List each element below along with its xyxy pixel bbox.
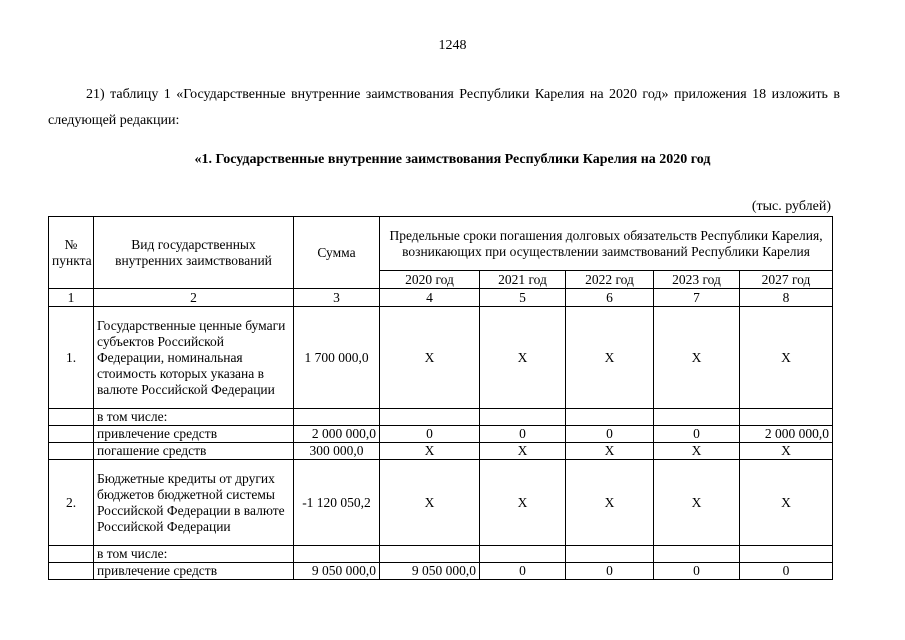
header-year-2020: 2020 год [380,271,480,289]
row-2021: Х [480,443,566,460]
row-2023: Х [654,307,740,409]
header-year-2021: 2021 год [480,271,566,289]
col-number: 2 [94,289,294,307]
row-2022: Х [566,443,654,460]
row-2027: 0 [740,563,833,580]
units-label: (тыс. рублей) [751,199,831,214]
col-number: 3 [294,289,380,307]
row-2022 [566,546,654,563]
row-2023: Х [654,460,740,546]
row-2027: 2 000 000,0 [740,426,833,443]
row-sum: -1 120 050,2 [294,460,380,546]
column-number-row [49,289,833,307]
row-2022: Х [566,307,654,409]
row-2023: Х [654,443,740,460]
table-row [49,307,833,409]
row-2027: Х [740,307,833,409]
row-2027 [740,409,833,426]
header-terms: Предельные сроки погашения долговых обязательств Республики Карелия, возникающих при осуществлении заимствований Республики Карелия [380,217,833,271]
table-row [49,460,833,546]
col-number: 8 [740,289,833,307]
row-2021: 0 [480,426,566,443]
row-2023 [654,546,740,563]
row-2020: Х [380,460,480,546]
row-2023: 0 [654,563,740,580]
row-2022: Х [566,460,654,546]
row-num [49,546,94,563]
table-row [49,563,833,580]
row-2020: Х [380,443,480,460]
col-number: 4 [380,289,480,307]
row-sum: 300 000,0 [294,443,380,460]
row-2021: Х [480,307,566,409]
row-num: 2. [49,460,94,546]
row-sum: 1 700 000,0 [294,307,380,409]
row-num [49,443,94,460]
row-2020: 9 050 000,0 [380,563,480,580]
row-2022: 0 [566,563,654,580]
row-sum [294,409,380,426]
row-name: погашение средств [94,443,294,460]
header-year-2022: 2022 год [566,271,654,289]
col-number: 1 [49,289,94,307]
row-name: в том числе: [94,409,294,426]
header-year-2027: 2027 год [740,271,833,289]
table-title: «1. Государственные внутренние заимствования Республики Карелия на 2020 год [194,152,711,167]
row-sum [294,546,380,563]
header-type: Вид государственных внутренних заимствований [94,217,294,289]
row-2022 [566,409,654,426]
row-num [49,409,94,426]
row-2027 [740,546,833,563]
row-2020 [380,546,480,563]
intro-paragraph: 21) таблицу 1 «Государственные внутренние заимствования Республики Карелия на 2020 год» приложения 18 изложить в следующей редакции: [48,87,840,128]
col-number: 5 [480,289,566,307]
row-2021 [480,546,566,563]
col-number: 6 [566,289,654,307]
col-number: 7 [654,289,740,307]
row-name: Бюджетные кредиты от других бюджетов бюджетной системы Российской Федерации в валюте Российской Федерации [94,460,294,546]
page-number: 1248 [438,38,467,53]
table-row [49,409,833,426]
row-name: привлечение средств [94,563,294,580]
table-row [49,443,833,460]
row-2020: 0 [380,426,480,443]
row-sum: 2 000 000,0 [294,426,380,443]
borrowings-table [48,216,833,580]
row-2021: Х [480,460,566,546]
row-2027: Х [740,460,833,546]
row-2023 [654,409,740,426]
row-num: 1. [49,307,94,409]
row-name: в том числе: [94,546,294,563]
row-name: привлечение средств [94,426,294,443]
header-year-2023: 2023 год [654,271,740,289]
table-row [49,546,833,563]
row-2027: Х [740,443,833,460]
row-2021 [480,409,566,426]
row-2023: 0 [654,426,740,443]
header-num: № пункта [49,217,94,289]
row-2022: 0 [566,426,654,443]
row-num [49,563,94,580]
row-name: Государственные ценные бумаги субъектов Российской Федерации, номинальная стоимость которых указана в валюте Российской Федерации [94,307,294,409]
row-2020 [380,409,480,426]
row-sum: 9 050 000,0 [294,563,380,580]
row-2020: Х [380,307,480,409]
table-row [49,426,833,443]
row-2021: 0 [480,563,566,580]
row-num [49,426,94,443]
header-sum: Сумма [294,217,380,289]
